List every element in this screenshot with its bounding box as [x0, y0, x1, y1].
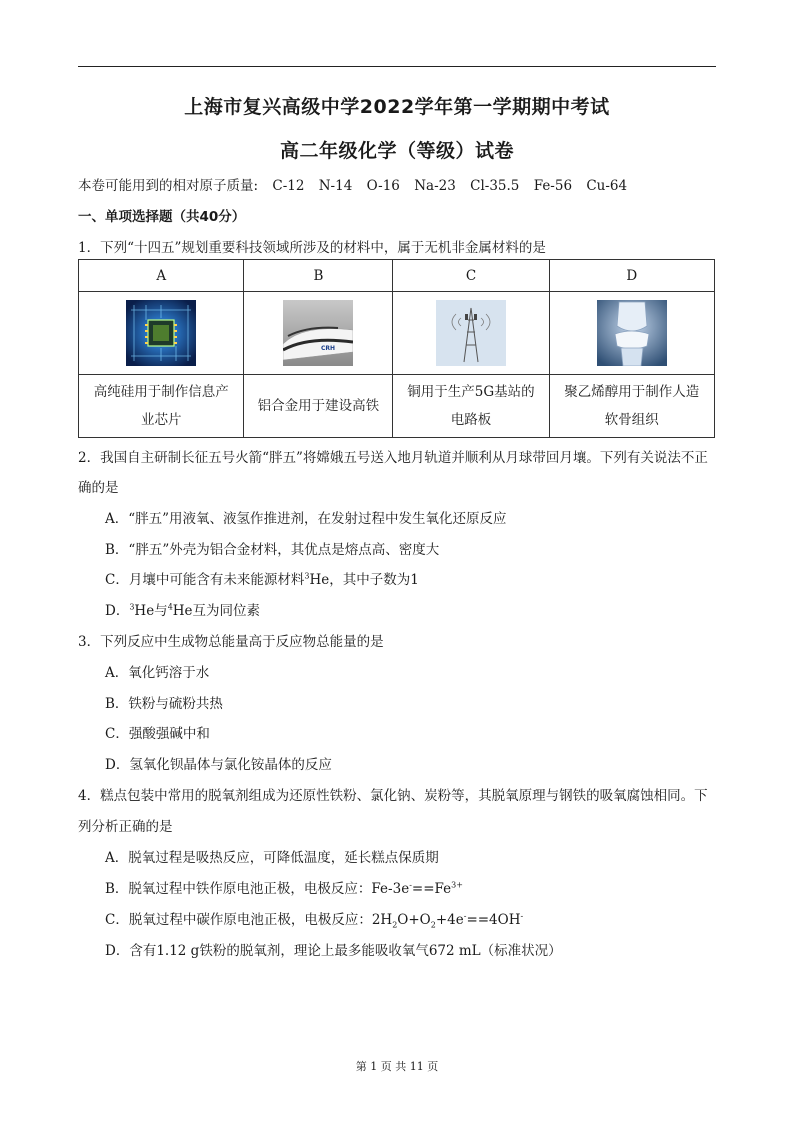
question-3-option-a: A．氧化钙溶于水 [105, 665, 210, 681]
page-footer: 第 1 页 共 11 页 [355, 1060, 439, 1073]
column-c-header: C [393, 260, 549, 292]
question-3-option-b: B．铁粉与硫粉共热 [105, 696, 223, 712]
atomic-mass-item: Cu-64 [586, 178, 628, 194]
question-2-stem-cont: 确的是 [78, 480, 119, 496]
column-d-header: D [549, 260, 714, 292]
exam-subtitle: 高二年级化学（等级）试卷 [279, 140, 514, 162]
atomic-mass-item: N-14 [318, 178, 353, 194]
knee-image [597, 300, 667, 366]
atomic-masses-intro: 本卷可能用到的相对原子质量: [78, 178, 259, 194]
question-2-option-d: D．$^3$He与$^4$He互为同位素 [105, 602, 261, 619]
tower-image [436, 300, 506, 366]
top-rule [78, 66, 716, 67]
question-1-table [78, 259, 715, 438]
option-c-caption: 铜用于生产5G基站的 电路板 [393, 375, 549, 438]
svg-text:CRH: CRH [321, 345, 336, 352]
column-a-header: A [79, 260, 244, 292]
chip-image [126, 300, 196, 366]
question-4-stem-cont: 列分析正确的是 [78, 819, 173, 835]
question-2-option-b: B．“胖五”外壳为铝合金材料，其优点是熔点高、密度大 [105, 542, 440, 558]
question-2-option-a: A．“胖五”用液氧、液氢作推进剂，在发射过程中发生氧化还原反应 [105, 511, 507, 527]
question-3-stem: 3．下列反应中生成物总能量高于反应物总能量的是 [78, 634, 384, 650]
atomic-mass-item: Na-23 [414, 178, 456, 194]
atomic-mass-item: C-12 [272, 178, 305, 194]
question-4-option-a: A．脱氧过程是吸热反应，可降低温度，延长糕点保质期 [105, 850, 439, 866]
exam-title: 上海市复兴高级中学2022学年第一学期期中考试 [184, 96, 610, 118]
question-4-option-c: C．脱氧过程中碳作原电池正极，电极反应：$2H_2O+O_2+4e^-==4OH^-$ [105, 911, 524, 930]
question-4-option-b: B．脱氧过程中铁作原电池正极，电极反应：$Fe-3e^-==Fe^{3+}$ [105, 880, 463, 897]
atomic-mass-item: Cl-35.5 [470, 178, 520, 194]
question-2-stem: 2．我国自主研制长征五号火箭“胖五”将嫦娥五号送入地月轨道并顺利从月球带回月壤。下列有关说法不正 [78, 450, 708, 466]
train-image [283, 300, 353, 366]
question-3-option-d: D．氢氧化钡晶体与氯化铵晶体的反应 [105, 757, 332, 773]
section-heading: 一、单项选择题（共40分） [78, 209, 246, 225]
question-4-option-d: D．含有1.12 g铁粉的脱氧剂，理论上最多能吸收氧气672 mL（标准状况） [105, 943, 562, 959]
question-1-stem: 1．下列“十四五”规划重要科技领域所涉及的材料中，属于无机非金属材料的是 [78, 240, 546, 256]
option-b-caption: 铝合金用于建设高铁 [244, 375, 393, 438]
column-b-header: B [244, 260, 393, 292]
option-a-caption: 高纯硅用于制作信息产 业芯片 [79, 375, 244, 438]
question-3-option-c: C．强酸强碱中和 [105, 726, 210, 742]
question-4-stem: 4．糕点包装中常用的脱氧剂组成为还原性铁粉、氯化钠、炭粉等，其脱氧原理与钢铁的吸氧腐蚀相同。下 [78, 788, 708, 804]
atomic-mass-item: Fe-56 [533, 178, 573, 194]
option-d-caption: 聚乙烯醇用于制作人造 软骨组织 [549, 375, 714, 438]
atomic-masses [78, 174, 637, 194]
question-2-option-c: C．月壤中可能含有未来能源材料$^3$He，其中子数为1 [105, 571, 419, 588]
atomic-mass-item: O-16 [366, 178, 400, 194]
